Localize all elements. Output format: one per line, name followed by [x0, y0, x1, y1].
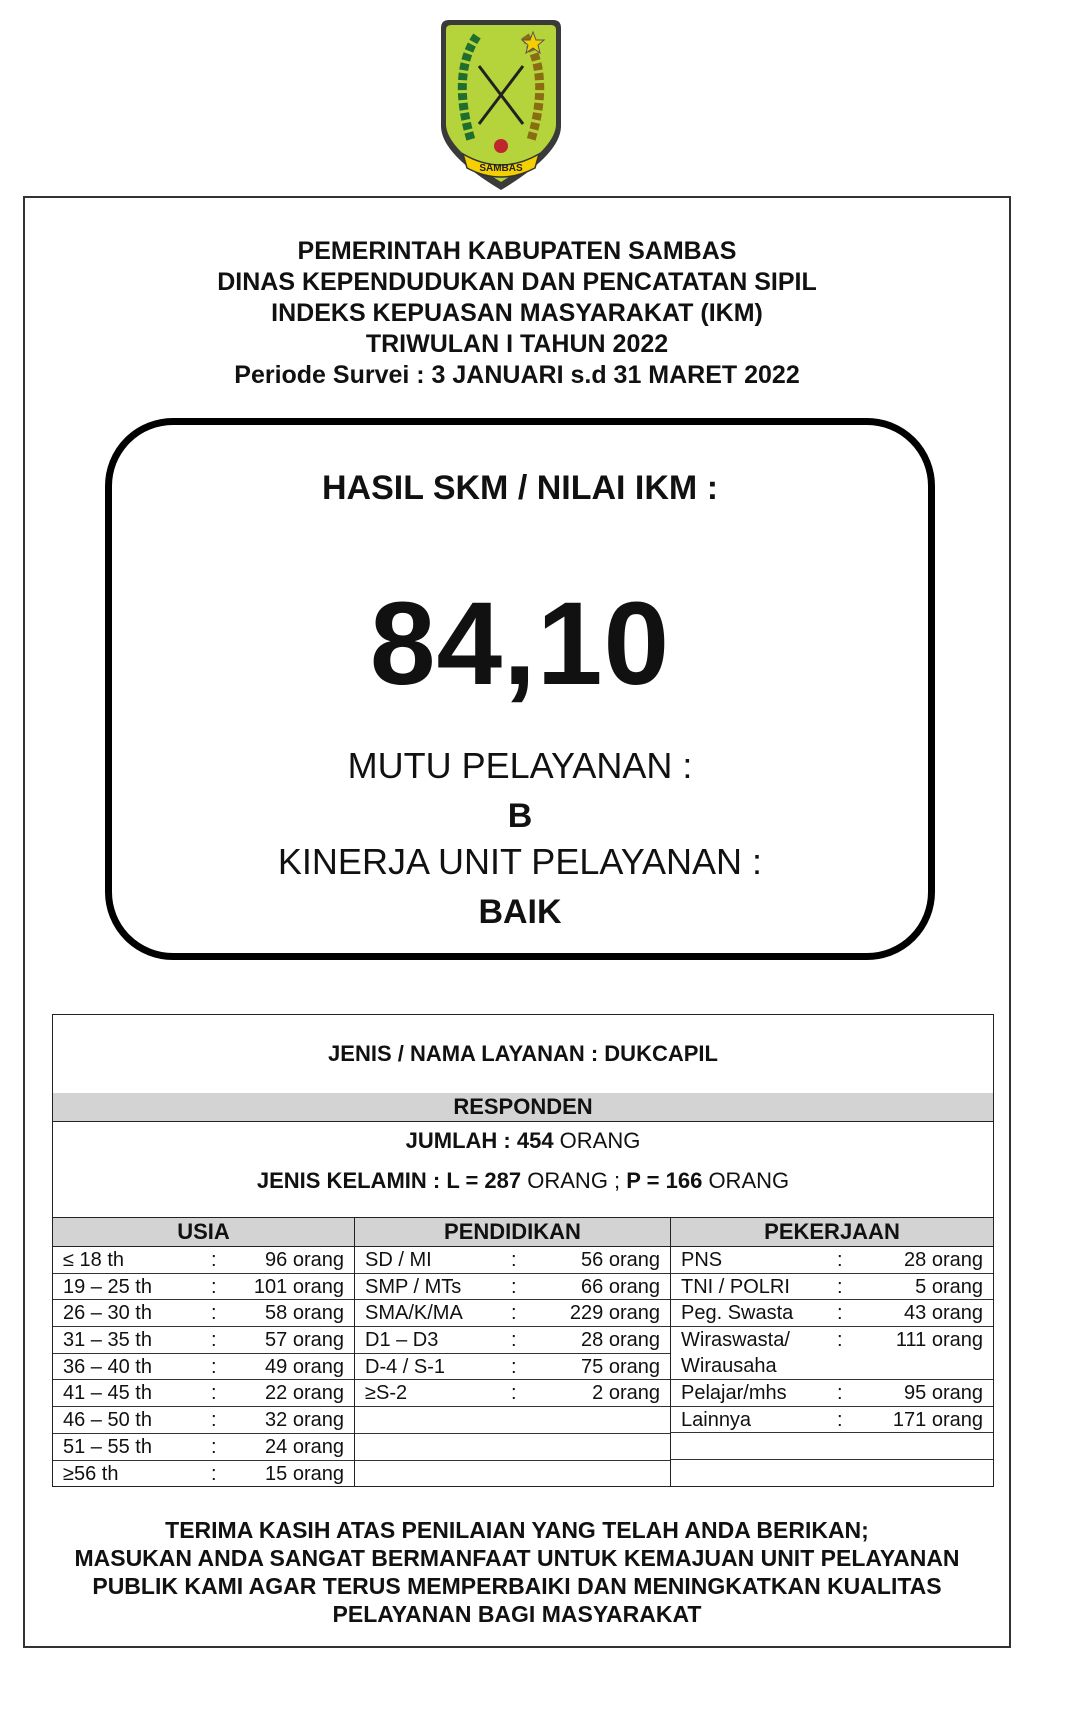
emblem-text: SAMBAS	[479, 163, 523, 174]
education-header: PENDIDIKAN	[355, 1218, 670, 1247]
table-row: 31 – 35 th : 57 orang	[53, 1327, 354, 1354]
table-row: 26 – 30 th : 58 orang	[53, 1300, 354, 1327]
table-row: 51 – 55 th : 24 orang	[53, 1434, 354, 1461]
table-row-empty	[355, 1461, 670, 1488]
ikm-score: 84,10	[369, 578, 671, 710]
table-row: ≥S-2 : 2 orang	[355, 1380, 670, 1407]
education-column	[355, 1218, 671, 1487]
age-header: USIA	[53, 1218, 354, 1247]
respondent-total	[53, 1125, 993, 1157]
table-row: 19 – 25 th : 101 orang	[53, 1274, 354, 1301]
table-row-empty	[355, 1407, 670, 1434]
gender-p: P = 166	[626, 1168, 703, 1193]
mutu-value: B	[507, 797, 533, 835]
result-box	[105, 418, 935, 960]
footer-line-1: TERIMA KASIH ATAS PENILAIAN YANG TELAH ANDA BERIKAN;	[165, 1517, 869, 1543]
table-row: 36 – 40 th : 49 orang	[53, 1354, 354, 1381]
table-row: Lainnya : 171 orang	[671, 1407, 993, 1434]
table-row: ≤ 18 th : 96 orang	[53, 1247, 354, 1274]
total-label: JUMLAH : 454	[405, 1128, 554, 1153]
header-line-3: INDEKS KEPUASAN MASYARAKAT (IKM)	[271, 299, 763, 327]
table-row: Wiraswasta/ Wirausaha : 111 orang	[671, 1327, 993, 1380]
table-row: D-4 / S-1 : 75 orang	[355, 1354, 670, 1381]
table-row: ≥56 th : 15 orang	[63, 1462, 344, 1485]
table-row: SMP / MTs : 66 orang	[355, 1274, 670, 1301]
table-row: D1 – D3 : 28 orang	[355, 1327, 670, 1354]
table-row: SMA/K/MA : 229 orang	[355, 1300, 670, 1327]
table-row: 46 – 50 th : 32 orang	[53, 1407, 354, 1434]
kinerja-label: KINERJA UNIT PELAYANAN :	[277, 841, 763, 882]
document-header	[25, 236, 1009, 391]
table-row: SD / MI : 56 orang	[355, 1247, 670, 1274]
respondent-table	[52, 1014, 994, 1487]
document-frame	[23, 196, 1011, 1648]
emblem-icon	[437, 14, 565, 196]
mutu-label: MUTU PELAYANAN :	[347, 745, 693, 786]
header-line-4: TRIWULAN I TAHUN 2022	[365, 330, 669, 358]
demographic-columns	[53, 1217, 993, 1487]
table-row-empty	[671, 1433, 993, 1460]
occupation-header: PEKERJAAN	[671, 1218, 993, 1247]
kinerja-value: BAIK	[478, 893, 562, 931]
service-name: JENIS / NAMA LAYANAN : DUKCAPIL	[53, 1015, 993, 1094]
respondent-gender	[53, 1165, 993, 1197]
table-row: PNS : 28 orang	[671, 1247, 993, 1274]
table-row: Peg. Swasta : 43 orang	[671, 1300, 993, 1327]
header-line-5: Periode Survei : 3 JANUARI s.d 31 MARET 2022	[234, 361, 800, 389]
header-line-1: PEMERINTAH KABUPATEN SAMBAS	[297, 237, 737, 265]
gender-label: JENIS KELAMIN : L = 287	[256, 1168, 522, 1193]
footer-line-4: PELAYANAN BAGI MASYARAKAT	[332, 1601, 702, 1627]
header-line-2: DINAS KEPENDUDUKAN DAN PENCATATAN SIPIL	[217, 268, 817, 296]
thank-you-note	[25, 1516, 1009, 1628]
table-row-empty	[671, 1460, 993, 1487]
gender-mid: ORANG ;	[521, 1168, 627, 1193]
footer-line-2: MASUKAN ANDA SANGAT BERMANFAAT UNTUK KEMAJUAN UNIT PELAYANAN	[74, 1545, 960, 1571]
result-title: HASIL SKM / NILAI IKM :	[321, 469, 719, 507]
respondent-title: RESPONDEN	[53, 1093, 993, 1122]
table-row: TNI / POLRI : 5 orang	[671, 1274, 993, 1301]
table-row-empty	[355, 1434, 670, 1461]
table-row: 41 – 45 th : 22 orang	[53, 1380, 354, 1407]
table-row: Pelajar/mhs : 95 orang	[671, 1380, 993, 1407]
gender-suffix: ORANG	[702, 1168, 790, 1193]
sambas-emblem	[437, 14, 565, 196]
occupation-column	[671, 1218, 993, 1487]
footer-line-3: PUBLIK KAMI AGAR TERUS MEMPERBAIKI DAN MENINGKATKAN KUALITAS	[92, 1573, 942, 1599]
age-column	[53, 1218, 355, 1487]
total-suffix: ORANG	[553, 1128, 641, 1153]
